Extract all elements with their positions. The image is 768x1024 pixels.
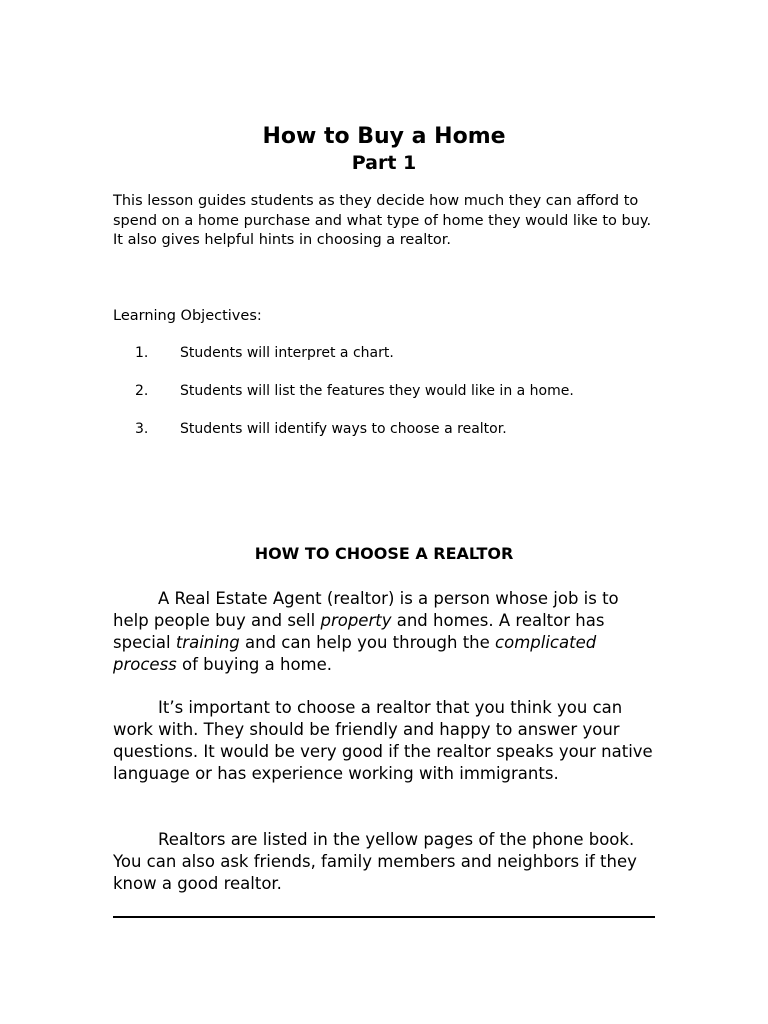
- emphasized-term: training: [175, 633, 240, 652]
- paragraph-text: and homes. A realtor has special: [113, 611, 605, 652]
- list-item: [113, 420, 673, 458]
- emphasized-term: property: [320, 611, 392, 630]
- list-item-number: 3.: [135, 421, 149, 437]
- finding-realtor-paragraph: Realtors are listed in the yellow pages of the phone book. You can also ask friends, family members and neighbors if they know a good realtor.: [113, 830, 637, 893]
- paragraph-text: A Real Estate Agent (realtor) is a person whose job is to help people buy and sell: [113, 589, 619, 630]
- objectives-heading: Learning Objectives:: [113, 308, 262, 324]
- emphasized-term: complicated process: [113, 633, 597, 674]
- list-item: [113, 382, 673, 420]
- list-item-text: Students will list the features they would like in a home.: [180, 383, 574, 399]
- page-title: How to Buy a Home: [262, 124, 506, 149]
- list-item-number: 1.: [135, 345, 149, 361]
- list-item-text: Students will identify ways to choose a realtor.: [180, 421, 507, 437]
- horizontal-divider: [113, 916, 655, 918]
- paragraph-text: and can help you through the: [239, 633, 496, 652]
- intro-paragraph: This lesson guides students as they decide how much they can afford to spend on a home purchase and what type of home they would like to buy. It also gives helpful hints in choosing a realtor.: [113, 193, 652, 248]
- list-item-number: 2.: [135, 383, 149, 399]
- objectives-list: [113, 344, 673, 458]
- paragraph-text: of buying a home.: [176, 655, 333, 674]
- page-subtitle: Part 1: [351, 152, 417, 174]
- section-heading: HOW TO CHOOSE A REALTOR: [254, 544, 514, 563]
- choosing-realtor-paragraph: It’s important to choose a realtor that you think you can work with. They should be friendly and happy to answer your questions. It would be very good if the realtor speaks your native language or has experience working with immigrants.: [113, 698, 653, 783]
- realtor-definition-paragraph: [113, 588, 658, 676]
- list-item: [113, 344, 673, 382]
- list-item-text: Students will interpret a chart.: [180, 345, 394, 361]
